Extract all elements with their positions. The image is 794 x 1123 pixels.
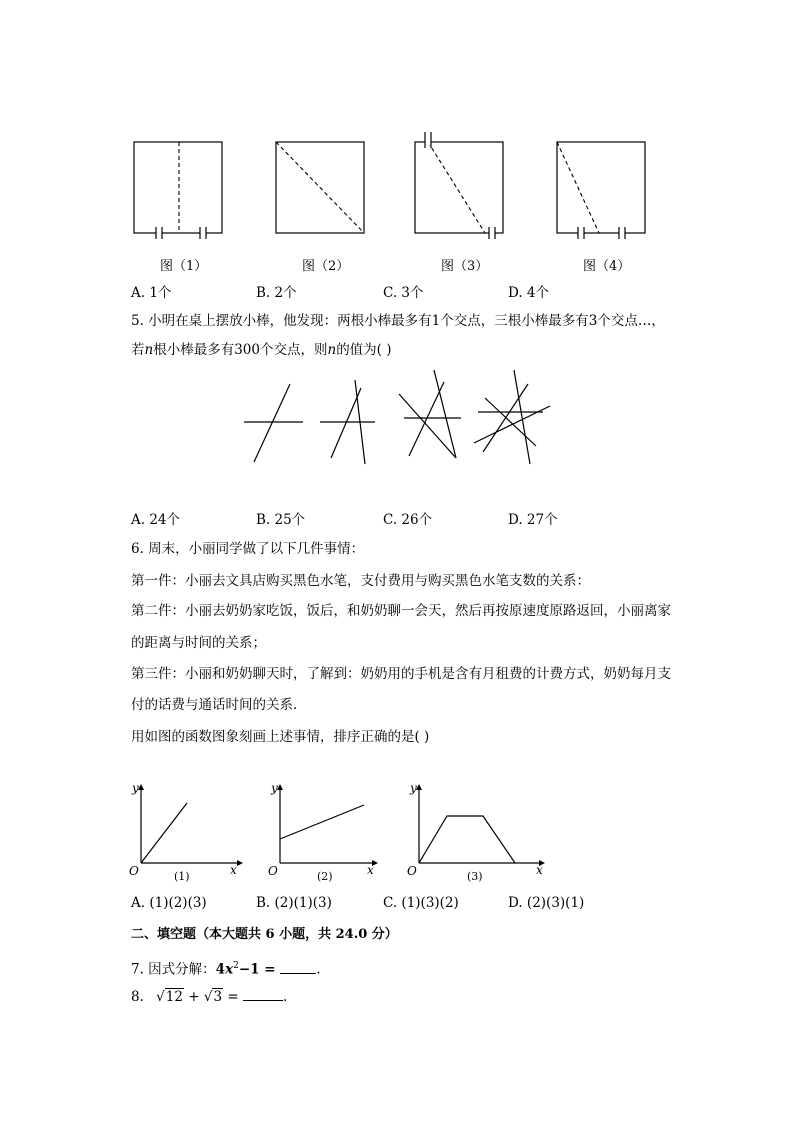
q5-option-c: C. 26个 (383, 512, 433, 528)
q4-option-b: B. 2个 (256, 285, 297, 301)
q5-stem-line1: 5. 小明在桌上摆放小棒，他发现：两根小棒最多有1个交点，三根小棒最多有3个交点…， (131, 313, 665, 329)
q6-line-4: 的距离与时间的关系； (131, 635, 266, 651)
q4-figure-3 (411, 128, 511, 243)
q4-figure-4 (553, 138, 653, 243)
q4-caption-1: 图（1） (160, 259, 208, 274)
q8-line: 8. √12 + √3 = . (131, 989, 288, 1005)
q6-option-d: D. (2)(3)(1) (508, 895, 585, 911)
q6-graph-2-caption: (2) (317, 870, 333, 883)
q4-option-c: C. 3个 (383, 285, 424, 301)
q6-line-5: 第三件：小丽和奶奶聊天时，了解到：奶奶用的手机是含有月租费的计费方式，奶奶每月支 (131, 666, 671, 682)
q6-graph-3-x-label: x (536, 863, 543, 877)
q6-line-6: 付的话费与通话时间的关系． (131, 697, 307, 713)
q5-stem-line2: 若n根小棒最多有300个交点，则n的值为( ) (131, 342, 392, 358)
q5-sticks-figure (240, 370, 560, 470)
q5-option-b: B. 25个 (256, 512, 306, 528)
q4-caption-3: 图（3） (441, 259, 489, 274)
q4-option-a: A. 1个 (131, 285, 172, 301)
q6-graph-1-caption: (1) (174, 870, 190, 883)
q6-line-7: 用如图的函数图象刻画上述事情，排序正确的是( ) (131, 729, 430, 745)
q6-graph-1-origin-label: O (129, 864, 139, 878)
q6-line-3: 第二件：小丽去奶奶家吃饭，饭后，和奶奶聊一会天，然后再按原速度原路返回，小丽离家 (131, 603, 671, 619)
q6-graph-1-x-label: x (230, 863, 237, 877)
q6-graph-2-x-label: x (367, 863, 374, 877)
q6-line-1: 6. 周末，小丽同学做了以下几件事情： (131, 541, 365, 557)
q4-figure-2 (272, 138, 372, 243)
q5-option-d: D. 27个 (508, 512, 558, 528)
q6-graph-3-caption: (3) (467, 870, 483, 883)
q6-option-b: B. (2)(1)(3) (256, 895, 332, 911)
q6-graph-1 (125, 780, 250, 890)
q5-option-a: A. 24个 (131, 512, 181, 528)
q6-graph-3 (403, 780, 553, 890)
q6-graph-3-origin-label: O (407, 864, 417, 878)
q4-option-d: D. 4个 (508, 285, 550, 301)
q4-caption-2: 图（2） (302, 259, 350, 274)
section-2-heading: 二、填空题（本大题共 6 小题，共 24.0 分） (131, 927, 398, 942)
q6-option-a: A. (1)(2)(3) (131, 895, 207, 911)
q7-line: 7. 因式分解：$4x^2-1$ = . (131, 961, 321, 978)
q4-figure-1 (130, 138, 230, 243)
q8-answer-blank (243, 1000, 283, 1001)
q7-answer-blank (280, 973, 316, 974)
q4-caption-4: 图（4） (583, 259, 631, 274)
q6-graph-2-y-label: y (271, 781, 278, 795)
q6-line-2: 第一件：小丽去文具店购买黑色水笔，支付费用与购买黑色水笔支数的关系： (131, 573, 590, 589)
q6-graph-2-origin-label: O (268, 864, 278, 878)
q6-graph-3-y-label: y (410, 781, 417, 795)
q6-graph-1-y-label: y (132, 781, 139, 795)
q6-graph-2 (264, 780, 389, 890)
q6-option-c: C. (1)(3)(2) (383, 895, 459, 911)
